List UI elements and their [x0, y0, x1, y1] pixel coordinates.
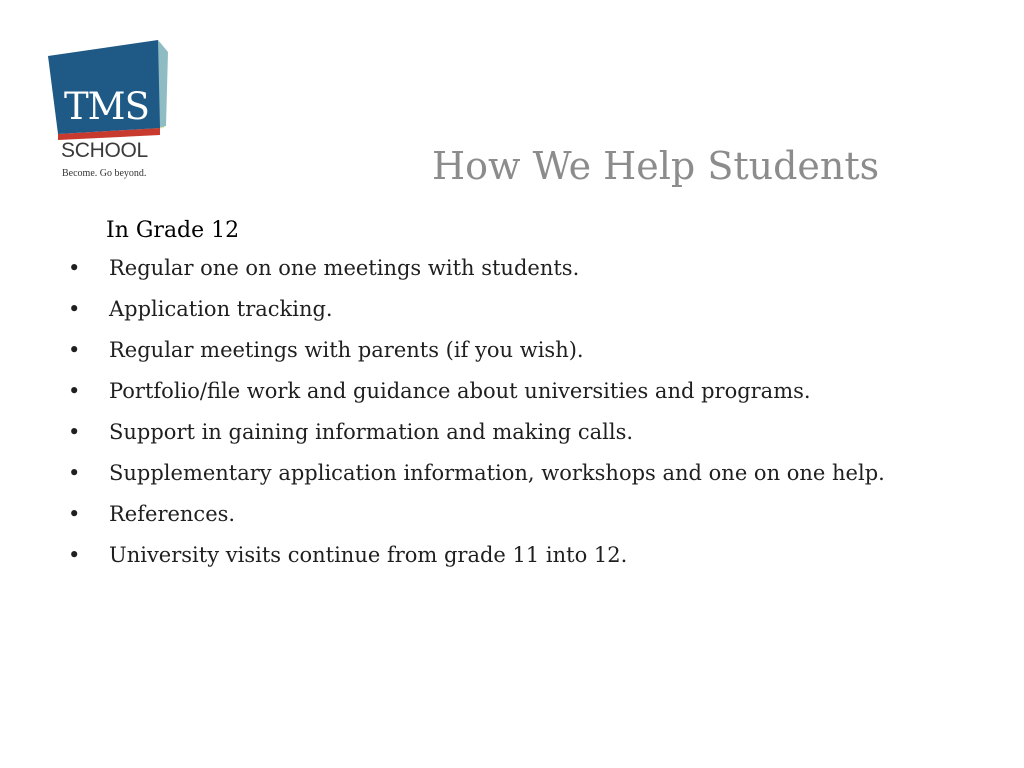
bullet-icon: •	[68, 379, 81, 403]
bullet-text: Support in gaining information and making calls.	[109, 420, 634, 444]
list-item	[68, 502, 885, 543]
bullet-icon: •	[68, 502, 81, 526]
bullet-text: References.	[109, 502, 236, 526]
bullet-icon: •	[68, 338, 81, 362]
bullet-text: University visits continue from grade 11 into 12.	[109, 543, 628, 567]
list-item	[68, 420, 885, 461]
bullet-icon: •	[68, 461, 81, 485]
bullet-text: Application tracking.	[109, 297, 333, 321]
section-subheading: In Grade 12	[106, 218, 240, 243]
logo-tagline: Become. Go beyond.	[62, 168, 147, 179]
bullet-list	[68, 256, 885, 584]
bullet-text: Supplementary application information, workshops and one on one help.	[109, 461, 885, 485]
list-item	[68, 379, 885, 420]
list-item	[68, 256, 885, 297]
bullet-icon: •	[68, 297, 81, 321]
list-item	[68, 461, 885, 502]
bullet-icon: •	[68, 420, 81, 444]
list-item	[68, 543, 885, 584]
bullet-icon: •	[68, 256, 81, 280]
logo-wordmark: TMS	[64, 85, 149, 128]
list-item	[68, 297, 885, 338]
slide-title: How We Help Students	[432, 144, 880, 188]
list-item	[68, 338, 885, 379]
logo-subtitle: SCHOOL	[61, 139, 148, 162]
bullet-icon: •	[68, 543, 81, 567]
bullet-text: Regular one on one meetings with students.	[109, 256, 580, 280]
bullet-text: Regular meetings with parents (if you wish).	[109, 338, 584, 362]
bullet-text: Portfolio/file work and guidance about universities and programs.	[109, 379, 811, 403]
tms-school-logo	[44, 36, 184, 186]
